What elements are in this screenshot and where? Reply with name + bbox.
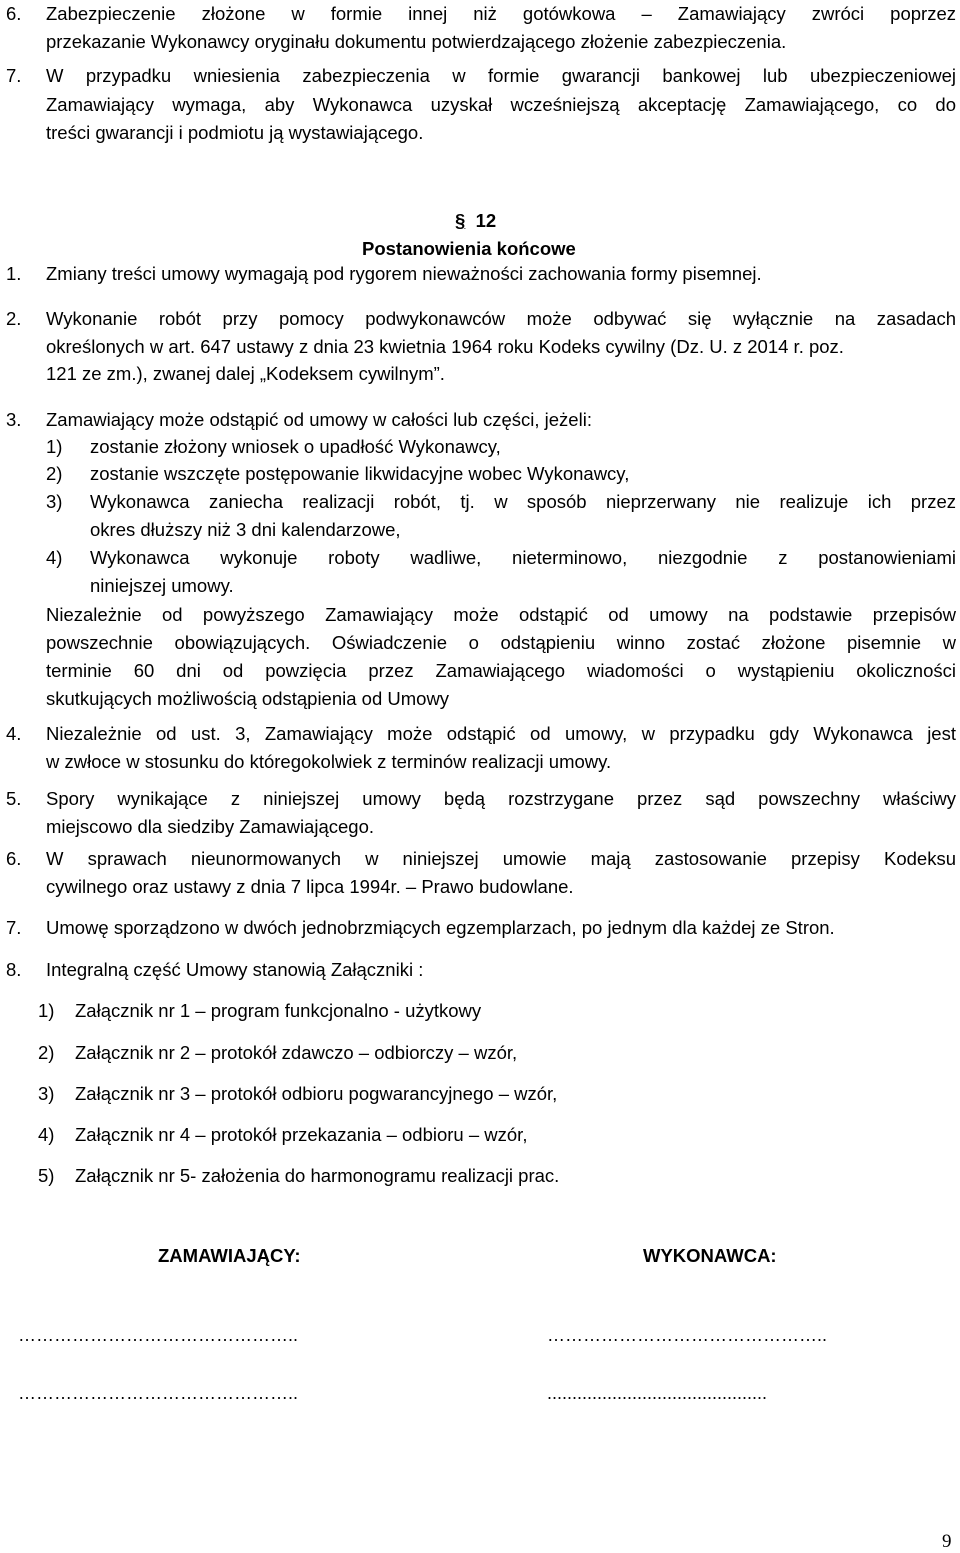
sublist-line: okres dłuższy niż 3 dni kalendarzowe, <box>90 519 401 540</box>
sublist-line: zostanie złożony wniosek o upadłość Wykonawcy, <box>90 436 501 457</box>
sublist-line: Wykonawca wykonuje roboty wadliwe, nieterminowo, niezgodnie z postanowieniami <box>90 547 956 568</box>
list-number: 7. <box>6 917 22 938</box>
paragraph-line: Zamawiający wymaga, aby Wykonawca uzyskał wcześniejszą akceptację Zamawiającego, co do <box>46 94 956 115</box>
signature-label-employer: ZAMAWIAJĄCY: <box>158 1245 301 1266</box>
signature-line-employer: ……………………………………….. <box>18 1325 299 1345</box>
attachment-item: Załącznik nr 3 – protokół odbioru pogwarancyjnego – wzór, <box>75 1083 558 1104</box>
section-heading <box>455 208 496 234</box>
sublist-number: 1) <box>46 436 63 457</box>
section-sign: § <box>455 210 466 231</box>
paragraph-line: W sprawach nieunormowanych w niniejszej umowie mają zastosowanie przepisy Kodeksu <box>46 848 956 869</box>
list-number: 3. <box>6 409 22 430</box>
sublist-number: 2) <box>46 463 63 484</box>
paragraph-line: skutkujących możliwością odstąpienia od Umowy <box>46 688 450 709</box>
list-number: 8. <box>6 959 22 980</box>
paragraph-line: w zwłoce w stosunku do któregokolwiek z terminów realizacji umowy. <box>46 751 612 772</box>
sublist-line: zostanie wszczęte postępowanie likwidacyjne wobec Wykonawcy, <box>90 463 630 484</box>
paragraph-line: Integralną część Umowy stanowią Załączniki : <box>46 959 424 980</box>
sublist-number: 4) <box>46 547 63 568</box>
attachment-number: 1) <box>38 1000 55 1021</box>
paragraph-line: 121 ze zm.), zwanej dalej „Kodeksem cywilnym”. <box>46 363 445 384</box>
paragraph-line: W przypadku wniesienia zabezpieczenia w formie gwarancji bankowej lub ubezpieczeniowej <box>46 65 956 86</box>
paragraph-line: powszechnie obowiązujących. Oświadczenie o odstąpieniu winno zostać złożone pisemnie w <box>46 632 956 653</box>
attachment-number: 5) <box>38 1165 55 1186</box>
paragraph-line: treści gwarancji i podmiotu ją wystawiającego. <box>46 122 424 143</box>
list-number: 1. <box>6 263 22 284</box>
paragraph-line: Zabezpieczenie złożone w formie innej niż gotówkowa – Zamawiający zwróci poprzez <box>46 3 956 24</box>
attachment-item: Załącznik nr 5- założenia do harmonogramu realizacji prac. <box>75 1165 560 1186</box>
paragraph-line: przekazanie Wykonawcy oryginału dokumentu potwierdzającego złożenie zabezpieczenia. <box>46 31 787 52</box>
paragraph-line: miejscowo dla siedziby Zamawiającego. <box>46 816 375 837</box>
paragraph-line: Niezależnie od powyższego Zamawiający może odstąpić od umowy na podstawie przepisów <box>46 604 956 625</box>
list-number: 7. <box>6 65 22 86</box>
attachment-number: 2) <box>38 1042 55 1063</box>
section-title: Postanowienia końcowe <box>362 238 576 259</box>
paragraph-line: Spory wynikające z niniejszej umowy będą rozstrzygane przez sąd powszechny właściwy <box>46 788 956 809</box>
signature-line-employer: ……………………………………….. <box>18 1383 299 1403</box>
attachment-item: Załącznik nr 1 – program funkcjonalno - użytkowy <box>75 1000 482 1021</box>
paragraph-line: Zmiany treści umowy wymagają pod rygorem nieważności zachowania formy pisemnej. <box>46 263 762 284</box>
sublist-number: 3) <box>46 491 63 512</box>
signature-label-contractor: WYKONAWCA: <box>643 1245 777 1266</box>
paragraph-line: terminie 60 dni od powzięcia przez Zamawiającego wiadomości o wystąpieniu okoliczności <box>46 660 956 681</box>
signature-line-contractor: ……………………………………….. <box>547 1325 828 1345</box>
section-number: 12 <box>475 210 497 231</box>
paragraph-line: Umowę sporządzono w dwóch jednobrzmiących egzemplarzach, po jednym dla każdej ze Stron. <box>46 917 835 938</box>
signature-line-contractor: ............................................ <box>547 1383 768 1403</box>
paragraph-line: Wykonanie robót przy pomocy podwykonawców może odbywać się wyłącznie na zasadach <box>46 308 956 329</box>
sublist-line: Wykonawca zaniecha realizacji robót, tj. w sposób nieprzerwany nie realizuje ich przez <box>90 491 956 512</box>
attachment-number: 3) <box>38 1083 55 1104</box>
list-number: 6. <box>6 848 22 869</box>
list-number: 5. <box>6 788 22 809</box>
sublist-line: niniejszej umowy. <box>90 575 234 596</box>
page-number: 9 <box>942 1531 952 1552</box>
paragraph-line: Zamawiający może odstąpić od umowy w całości lub części, jeżeli: <box>46 409 592 430</box>
list-number: 4. <box>6 723 22 744</box>
list-number: 2. <box>6 308 22 329</box>
paragraph-line: cywilnego oraz ustawy z dnia 7 lipca 1994r. – Prawo budowlane. <box>46 876 574 897</box>
attachment-item: Załącznik nr 2 – protokół zdawczo – odbiorczy – wzór, <box>75 1042 518 1063</box>
list-number: 6. <box>6 3 22 24</box>
attachment-item: Załącznik nr 4 – protokół przekazania – odbioru – wzór, <box>75 1124 528 1145</box>
attachment-number: 4) <box>38 1124 55 1145</box>
paragraph-line: określonych w art. 647 ustawy z dnia 23 kwietnia 1964 roku Kodeks cywilny (Dz. U. z 2014 r. poz. <box>46 336 844 357</box>
paragraph-line: Niezależnie od ust. 3, Zamawiający może odstąpić od umowy, w przypadku gdy Wykonawca jest <box>46 723 956 744</box>
